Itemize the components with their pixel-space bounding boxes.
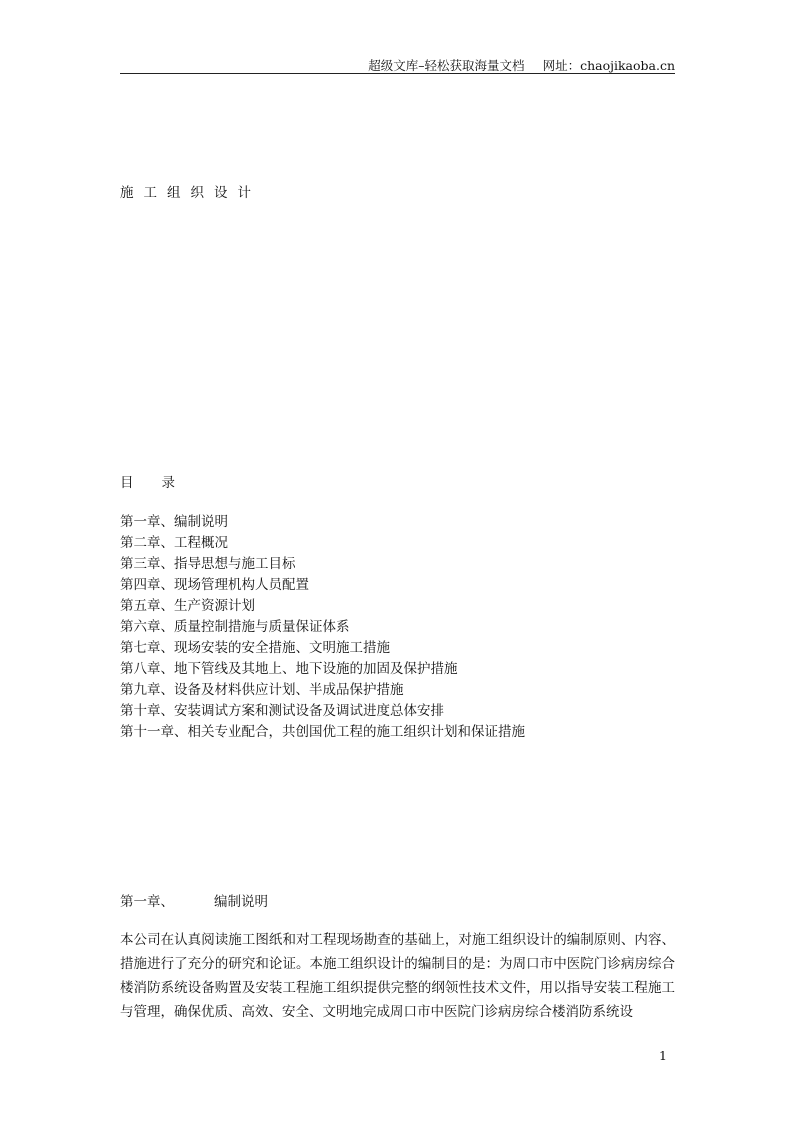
document-title: 施工组织设计 xyxy=(120,185,261,201)
toc-item: 第八章、地下管线及其地上、地下设施的加固及保护措施 xyxy=(120,661,458,677)
page-number: 1 xyxy=(659,1048,667,1063)
page-header xyxy=(120,56,675,74)
toc-item: 第五章、生产资源计划 xyxy=(120,598,255,614)
chapter-title: 编制说明 xyxy=(214,894,268,910)
toc-item: 第九章、设备及材料供应计划、半成品保护措施 xyxy=(120,682,404,698)
toc-heading-1: 目 xyxy=(120,475,134,491)
header-url: 网址：chaojikaoba.cn xyxy=(542,58,675,73)
toc-item: 第七章、现场安装的安全措施、文明施工措施 xyxy=(120,640,390,656)
toc-item: 第三章、指导思想与施工目标 xyxy=(120,556,296,572)
toc-item: 第六章、质量控制措施与质量保证体系 xyxy=(120,619,350,635)
header-site: 超级文库–轻松获取海量文档 xyxy=(368,58,525,73)
toc-item: 第二章、工程概况 xyxy=(120,535,228,551)
toc-heading xyxy=(120,471,175,491)
toc-heading-2: 录 xyxy=(161,475,175,491)
toc-item: 第四章、现场管理机构人员配置 xyxy=(120,577,309,593)
table-of-contents xyxy=(120,512,525,743)
chapter-number: 第一章、 xyxy=(120,894,174,910)
body-paragraph: 本公司在认真阅读施工图纸和对工程现场勘查的基础上，对施工组织设计的编制原则、内容、措施进行了充分的研究和论证。本施工组织设计的编制目的是：为周口市中医院门诊病房综合楼消防系统设备购置及安装工程施工组织提供完整的纲领性技术文件，用以指导安装工程施工与管理，确保优质、高效、安全、文明地完成周口市中医院门诊病房综合楼消防系统设 xyxy=(120,932,675,1020)
toc-item: 第十一章、相关专业配合，共创国优工程的施工组织计划和保证措施 xyxy=(120,724,525,740)
toc-item: 第一章、编制说明 xyxy=(120,514,228,530)
toc-item: 第十章、安装调试方案和测试设备及调试进度总体安排 xyxy=(120,703,444,719)
chapter-heading xyxy=(120,890,268,910)
